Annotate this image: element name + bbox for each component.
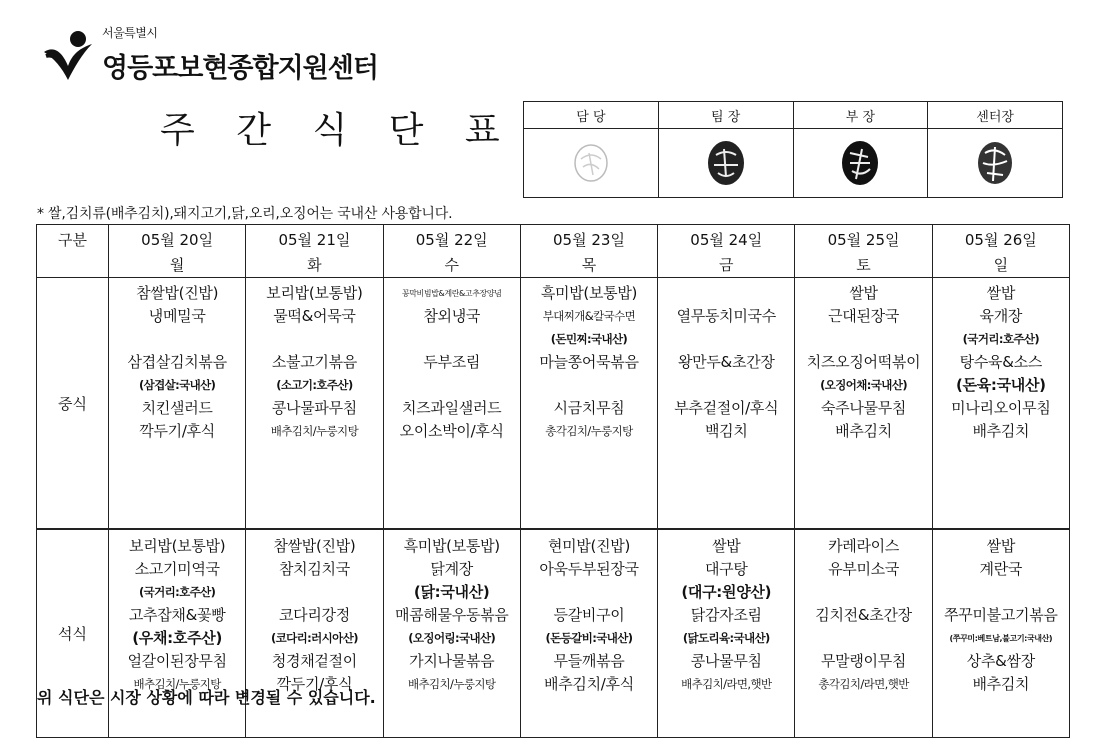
menu-item: 깍두기/후식 (276, 675, 353, 693)
lunch-menu-cell (795, 278, 932, 530)
menu-item: 쌀밥 (986, 537, 1016, 555)
menu-item: 오이소박이/후식 (399, 422, 504, 440)
menu-item: 고추잡채&꽃빵 (128, 606, 226, 624)
menu-item: (삼겹살:국내산) (138, 378, 216, 392)
dinner-menu-cell (383, 529, 520, 738)
menu-item: 배추김치 (835, 422, 892, 440)
person-logo-icon (42, 30, 100, 82)
menu-item (246, 328, 382, 351)
menu-item: 배추김치/라면,햇반 (681, 677, 772, 691)
approval-label-director: 센터장 (928, 102, 1063, 129)
menu-item: 닭감자조림 (690, 606, 762, 624)
menu-item: 콩나물무침 (690, 652, 762, 670)
menu-item: (오징어채:국내산) (820, 378, 907, 392)
menu-item: 흑미밥(보통밥) (540, 284, 638, 302)
day-weekday: 수 (444, 256, 459, 274)
menu-item: 백김치 (704, 422, 748, 440)
menu-item: 유부미소국 (828, 560, 900, 578)
menu-item: 쌀밥 (986, 284, 1016, 302)
menu-item: 치즈오징어떡볶이 (806, 353, 921, 371)
org-name: 영등포보현종합지원센터 (102, 53, 378, 84)
approval-label-manager: 부 장 (793, 102, 928, 129)
menu-item (795, 328, 931, 351)
day-header (109, 225, 246, 278)
menu-item: 흑미밥(보통밥) (403, 537, 500, 555)
dinner-menu-cell (520, 529, 657, 738)
weekly-menu-table (36, 224, 1070, 738)
approval-label-team-lead: 팀 장 (658, 102, 793, 129)
menu-item: 근대된장국 (828, 307, 900, 325)
menu-item: 열무동치미국수 (676, 307, 776, 325)
menu-item (521, 374, 657, 397)
menu-item: 배추김치/후식 (544, 675, 634, 693)
menu-item: 보리밥(보통밥) (129, 537, 226, 555)
day-date: 05월 24일 (690, 231, 763, 249)
page-title: 주 간 식 단 표 (160, 110, 515, 151)
menu-item: 무들깨볶음 (553, 652, 625, 670)
menu-item: 닭계장 (430, 560, 473, 578)
menu-item: (대구:원양산) (681, 583, 772, 601)
menu-item: (돈민찌:국내산) (550, 332, 628, 346)
approval-stamp-manager (793, 129, 928, 198)
lunch-menu-cell (932, 278, 1069, 530)
menu-item: 꽁막비빔밥&계란&고추장양념 (401, 289, 502, 298)
day-date: 05월 20일 (141, 231, 214, 249)
menu-item: 얼갈이된장무침 (127, 652, 227, 670)
menu-item: 콩나물파무침 (271, 399, 357, 417)
lunch-menu-cell (658, 278, 795, 530)
dinner-label: 석식 (37, 529, 109, 738)
menu-item: 미나리오이무침 (951, 399, 1051, 417)
menu-item (384, 374, 520, 397)
menu-item: 참외냉국 (423, 307, 481, 325)
menu-item: (우채:호주산) (132, 629, 223, 647)
day-weekday: 화 (307, 256, 322, 274)
menu-item (658, 282, 794, 305)
menu-item: 치킨샐러드 (141, 399, 213, 417)
seal-stamp-icon (571, 141, 611, 185)
dinner-menu-cell (658, 529, 795, 738)
menu-item: (돈육:국내산) (955, 376, 1046, 394)
lunch-label: 중식 (37, 278, 109, 530)
menu-item: 쭈꾸미불고기볶음 (944, 606, 1058, 624)
dinner-menu-cell (932, 529, 1069, 738)
menu-item: 마늘쫑어묵볶음 (539, 353, 639, 371)
menu-item: (국거리:호주산) (138, 585, 216, 599)
day-weekday: 일 (993, 256, 1009, 274)
menu-item: 물떡&어묵국 (273, 307, 356, 325)
menu-item: 두부조림 (423, 353, 481, 371)
menu-item: 참쌀밥(진밥) (273, 537, 356, 555)
menu-item: 매콤해물우동볶음 (394, 606, 509, 624)
menu-item (658, 328, 794, 351)
approval-stamp-team-lead (658, 129, 793, 198)
lunch-menu-cell (246, 278, 383, 530)
menu-item: 계란국 (979, 560, 1023, 578)
menu-item: 보리밥(보통밥) (266, 284, 363, 302)
approval-stamp-staff (524, 129, 659, 198)
lunch-menu-cell (520, 278, 657, 530)
day-date: 05월 22일 (415, 231, 488, 249)
dinner-menu-cell (795, 529, 932, 738)
menu-item: 육개장 (979, 307, 1023, 325)
day-weekday: 목 (581, 256, 597, 274)
menu-item: 삼겹살김치볶음 (127, 353, 227, 371)
category-header: 구분 (37, 225, 109, 278)
menu-item: 탕수육&소스 (959, 353, 1043, 371)
day-date: 05월 25일 (827, 231, 900, 249)
menu-item: 시금치무침 (553, 399, 625, 417)
menu-item: 코다리강정 (278, 606, 350, 624)
menu-item (246, 581, 382, 604)
menu-item: 현미밥(진밥) (547, 537, 631, 555)
seal-stamp-icon (973, 137, 1017, 189)
day-date: 05월 23일 (553, 231, 625, 249)
menu-item: (국거리:호주산) (962, 332, 1040, 346)
approval-label-staff: 담 당 (524, 102, 659, 129)
menu-item: (닭:국내산) (413, 583, 490, 601)
footer-note: 위 식단은 시장 상황에 따라 변경될 수 있습니다. (37, 688, 376, 707)
menu-item: 등갈비구이 (553, 606, 625, 624)
menu-item: (오징어링:국내산) (408, 631, 496, 645)
day-header (658, 225, 795, 278)
menu-item: (쭈꾸미:베트남,불고기:국내산) (949, 634, 1053, 643)
menu-item: (닭도리육:국내산) (682, 631, 770, 645)
lunch-menu-cell (383, 278, 520, 530)
menu-item: (돈등갈비:국내산) (545, 631, 633, 645)
menu-item: 배추김치 (972, 675, 1030, 693)
day-header (932, 225, 1069, 278)
menu-item: 상추&쌈장 (966, 652, 1035, 670)
menu-item (109, 328, 245, 351)
menu-item: 배추김치 (972, 422, 1030, 440)
menu-item: 참치김치국 (278, 560, 350, 578)
day-weekday: 금 (719, 256, 734, 274)
menu-item: 청경채겉절이 (271, 652, 357, 670)
menu-item: 왕만두&초간장 (677, 353, 775, 371)
menu-item (658, 374, 794, 397)
menu-item: 부대찌개&칼국수면 (542, 309, 636, 323)
menu-item: 부추겉절이/후식 (674, 399, 779, 417)
menu-item (384, 328, 520, 351)
day-date: 05월 26일 (964, 231, 1037, 249)
menu-item: 숙주나물무침 (820, 399, 907, 417)
menu-item (521, 581, 657, 604)
menu-item (795, 581, 931, 604)
menu-item: 쌀밥 (712, 537, 741, 555)
menu-item: 카레라이스 (828, 537, 900, 555)
menu-item: 쌀밥 (849, 284, 878, 302)
menu-item: 소불고기볶음 (271, 353, 357, 371)
day-header (246, 225, 383, 278)
menu-item: (코다리:러시아산) (270, 631, 358, 645)
menu-item: 대구탕 (704, 560, 748, 578)
menu-item: 무말랭이무침 (820, 652, 907, 670)
seal-stamp-icon (838, 137, 882, 189)
menu-item (933, 581, 1069, 604)
org-city: 서울특별시 (102, 26, 158, 40)
menu-item: 배추김치/누룽지탕 (270, 424, 359, 438)
day-header (795, 225, 932, 278)
org-logo (42, 24, 402, 86)
menu-item: 참쌀밥(진밥) (136, 284, 219, 302)
menu-item: 가지나물볶음 (409, 652, 495, 670)
lunch-menu-cell (109, 278, 246, 530)
seal-stamp-icon (704, 137, 748, 189)
menu-item: 깍두기/후식 (139, 422, 215, 440)
menu-item: 배추김치/누룽지탕 (408, 677, 496, 691)
menu-item: (소고기:호주산) (276, 378, 353, 392)
menu-item: 총각김치/라면,햇반 (818, 677, 909, 691)
day-header (383, 225, 520, 278)
menu-item: 배추김치/누룽지탕 (133, 677, 221, 691)
approval-table (523, 101, 1063, 198)
day-header (520, 225, 657, 278)
menu-item: 냉메밀국 (148, 307, 206, 325)
day-weekday: 토 (856, 256, 871, 274)
menu-item: 치즈과일샐러드 (402, 399, 502, 417)
menu-item (795, 627, 931, 650)
origin-note: * 쌀,김치류(배추김치),돼지고기,닭,오리,오징어는 국내산 사용합니다. (37, 206, 453, 222)
approval-stamp-director (928, 129, 1063, 198)
menu-item: 소고기미역국 (134, 560, 220, 578)
menu-item: 아욱두부된장국 (539, 560, 639, 578)
day-weekday: 월 (169, 256, 185, 274)
menu-item: 김치전&초간장 (815, 606, 912, 624)
menu-item: 총각김치/누룽지탕 (545, 424, 633, 438)
day-date: 05월 21일 (278, 231, 351, 249)
